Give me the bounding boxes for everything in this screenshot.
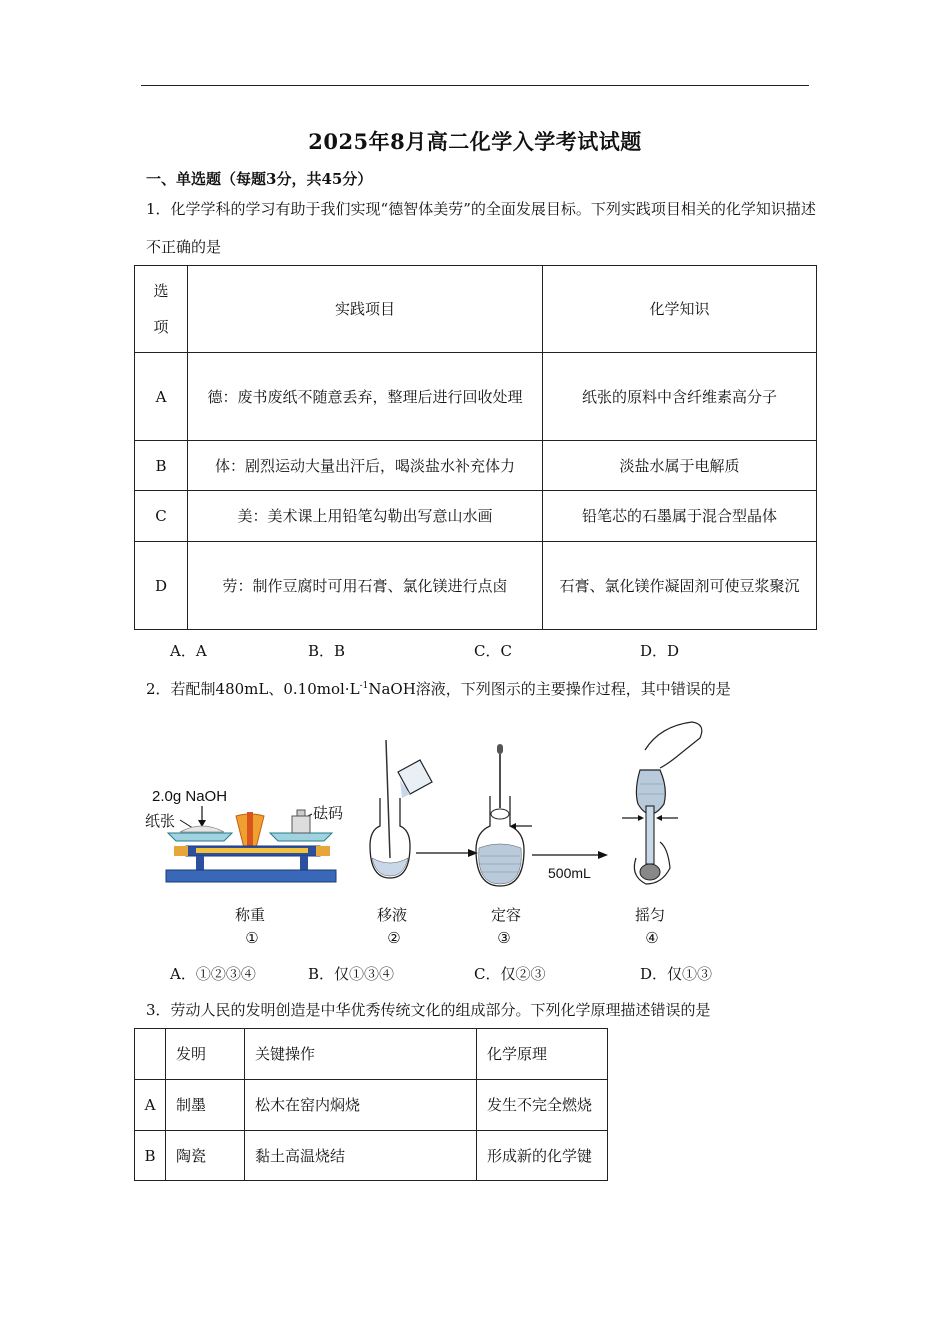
row-practice: 美：美术课上用铅笔勾勒出写意山水画 [188, 491, 543, 542]
table-row [135, 1131, 608, 1181]
table-header-row [135, 266, 817, 353]
row-knowledge: 淡盐水属于电解质 [543, 441, 817, 491]
header-practice: 实践项目 [188, 266, 543, 353]
paper-label: 纸张 [145, 812, 176, 830]
header-option [135, 1029, 166, 1080]
row-option: B [135, 1131, 166, 1181]
choice-a[interactable]: A．A [170, 642, 207, 660]
choice-c[interactable]: C．仅②③ [474, 965, 546, 983]
question-2-stem: 2．若配制480mL、$0.10mol\cdot L^{-1}NaOH$溶液，下列图示的主要操作过程，其中错误的是 [146, 680, 731, 698]
row-knowledge: 石膏、氯化镁作凝固剂可使豆浆聚沉 [543, 542, 817, 630]
choice-b[interactable]: B．B [308, 642, 346, 660]
table-row [135, 353, 817, 441]
step-1-number: ① [245, 929, 259, 947]
beaker-icon [398, 760, 432, 798]
row-knowledge: 纸张的原料中含纤维素高分子 [543, 353, 817, 441]
row-principle: 发生不完全燃烧 [477, 1080, 608, 1131]
table-row [135, 441, 817, 491]
row-operation: 黏土高温烧结 [245, 1131, 477, 1181]
row-practice: 劳：制作豆腐时可用石膏、氯化镁进行点卤 [188, 542, 543, 630]
row-principle: 形成新的化学键 [477, 1131, 608, 1181]
solution-preparation-figure [140, 708, 720, 953]
choice-a[interactable]: A．①②③④ [170, 965, 256, 983]
row-option: C [135, 491, 188, 542]
row-option: D [135, 542, 188, 630]
step-4-number: ④ [645, 929, 659, 947]
row-knowledge: 铅笔芯的石墨属于混合型晶体 [543, 491, 817, 542]
row-option: B [135, 441, 188, 491]
row-option: A [135, 353, 188, 441]
header-option: 选 项 [135, 266, 188, 353]
choice-c[interactable]: C．C [474, 642, 512, 660]
naoh-label: 2.0g NaOH [152, 788, 228, 805]
choice-d[interactable]: D．D [640, 642, 680, 660]
header-principle: 化学原理 [477, 1029, 608, 1080]
step-2-number: ② [387, 929, 401, 947]
row-invention: 制墨 [166, 1080, 245, 1131]
transfer-illustration [370, 740, 478, 878]
table-row [135, 1080, 608, 1131]
question-1-table [134, 265, 817, 630]
question-1-stem: 1．化学学科的学习有助于我们实现“德智体美劳”的全面发展目标。下列实践项目相关的化学知识描述不正确的是 [146, 200, 816, 256]
page-title: 2025年8月高二化学入学考试试题 [308, 129, 642, 154]
question-3-stem: 3．劳动人民的发明创造是中华优秀传统文化的组成部分。下列化学原理描述错误的是 [146, 1001, 711, 1019]
row-practice: 体：剧烈运动大量出汗后，喝淡盐水补充体力 [188, 441, 543, 491]
section-heading: 一、单选题（每题3分，共45分） [146, 170, 373, 188]
table-row [135, 491, 817, 542]
weight-label: 砝码 [313, 804, 344, 822]
table-header-row [135, 1029, 608, 1080]
volume-label: 500mL [548, 865, 591, 881]
table-row [135, 542, 817, 630]
volume-illustration [476, 744, 608, 886]
step-3-name: 定容 [490, 906, 522, 924]
row-invention: 陶瓷 [166, 1131, 245, 1181]
row-option: A [135, 1080, 166, 1131]
header-invention: 发明 [166, 1029, 245, 1080]
question-3-table [134, 1028, 608, 1181]
choice-b[interactable]: B．仅①③④ [308, 965, 395, 983]
choice-d[interactable]: D．仅①③ [640, 965, 713, 983]
header-knowledge: 化学知识 [543, 266, 817, 353]
header-rule [141, 85, 809, 86]
step-2-name: 移液 [376, 906, 408, 924]
row-practice: 德：废书废纸不随意丢弃，整理后进行回收处理 [188, 353, 543, 441]
shake-illustration [622, 722, 702, 884]
step-1-name: 称重 [234, 906, 266, 924]
row-operation: 松木在窑内焖烧 [245, 1080, 477, 1131]
step-3-number: ③ [497, 929, 511, 947]
step-4-name: 摇匀 [634, 906, 666, 924]
header-operation: 关键操作 [245, 1029, 477, 1080]
balance-illustration [145, 788, 343, 882]
